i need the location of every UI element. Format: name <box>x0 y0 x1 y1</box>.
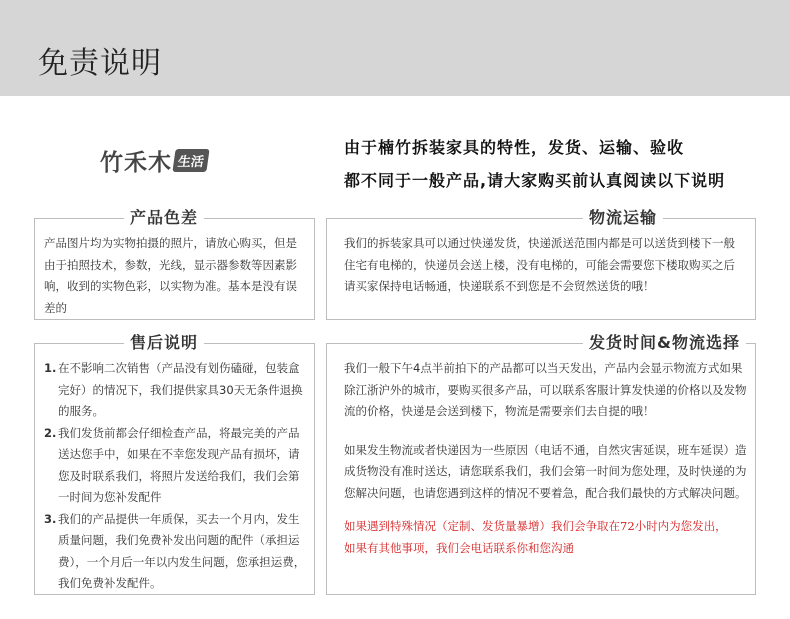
list-text: 我们发货前都会仔细检查产品，将最完美的产品送达您手中，如果在不幸您发现产品有损坏，请您及时联系我们，将照片发送给我们，我们会第一时间为您补发配件 <box>58 425 300 504</box>
list-text: 我们的产品提供一年质保，买去一个月内，发生质量问题，我们免费补发出问题的配件（承担运费），一个月后一年以内发生问题，您承担运费，我们免费补发配件。 <box>58 511 306 590</box>
after-sale-list <box>44 358 310 595</box>
list-item <box>44 358 310 423</box>
list-item <box>44 509 310 595</box>
panel-text-logistics: 我们的拆装家具可以通过快递发货，快递派送范围内都是可以送货到楼下一般住宅有电梯的，快递员会送上楼，没有电梯的，可能会需要您下楼取购买之后请买家保持电话畅通，快递联系不到您是不会贸然送货的哦！ <box>344 236 735 293</box>
panel-title-shipping: 发货时间&物流选择 <box>583 332 746 354</box>
page-title: 免责说明 <box>38 46 162 81</box>
logo-text: 竹禾木 <box>100 148 172 176</box>
notice-line-2: 都不同于一般产品,请大家购买前认真阅读以下说明 <box>344 171 726 190</box>
panel-title-after-sale: 售后说明 <box>124 332 204 354</box>
special-notice-1: 如果遇到特殊情况（定制、发货量暴增）我们会争取在72小时内为您发出， <box>344 519 727 533</box>
special-notice-2: 如果有其他事项，我们会电话联系你和您沟通 <box>344 540 574 555</box>
brand-logo <box>100 145 208 175</box>
logo-badge: 生活 <box>172 149 209 172</box>
list-text: 在不影响二次销售（产品没有划伤磕碰，包装盒完好）的情况下，我们提供家具30天无条件退换的服务。 <box>58 361 303 418</box>
notice-line-1: 由于楠竹拆装家具的特性，发货、运输、验收 <box>344 138 685 157</box>
list-number: 1. <box>44 361 57 375</box>
header-bar <box>0 0 790 96</box>
list-number: 2. <box>44 425 57 440</box>
panel-title-logistics: 物流运输 <box>583 207 663 229</box>
list-number: 3. <box>44 511 57 526</box>
panel-text-color: 产品图片均为实物拍摄的照片，请放心购买，但是由于拍照技术，参数，光线，显示器参数等因素影响，收到的实物色彩，以实物为准。基本是没有误差的 <box>44 236 297 315</box>
list-item <box>44 423 310 509</box>
shipping-body <box>344 358 750 559</box>
shipping-paragraph-1: 我们一般下午4点半前拍下的产品都可以当天发出，产品内会显示物流方式如果除江浙沪外的城市，要购买很多产品，可以联系客服计算发快递的价格以及发物流的价格，快递是会送到楼下，物流是需要亲们去自提的哦！ <box>344 361 747 418</box>
shipping-paragraph-2: 如果发生物流或者快递因为一些原因（电话不通，自然灾害延误，班车延误）造成货物没有准时送达，请您联系我们，我们会第一时间为您处理，及时快递的为您解决问题，也请您遇到这样的情况不要着急，配合我们最快的方式解决问题。 <box>344 442 747 500</box>
panel-title-color: 产品色差 <box>124 207 204 229</box>
